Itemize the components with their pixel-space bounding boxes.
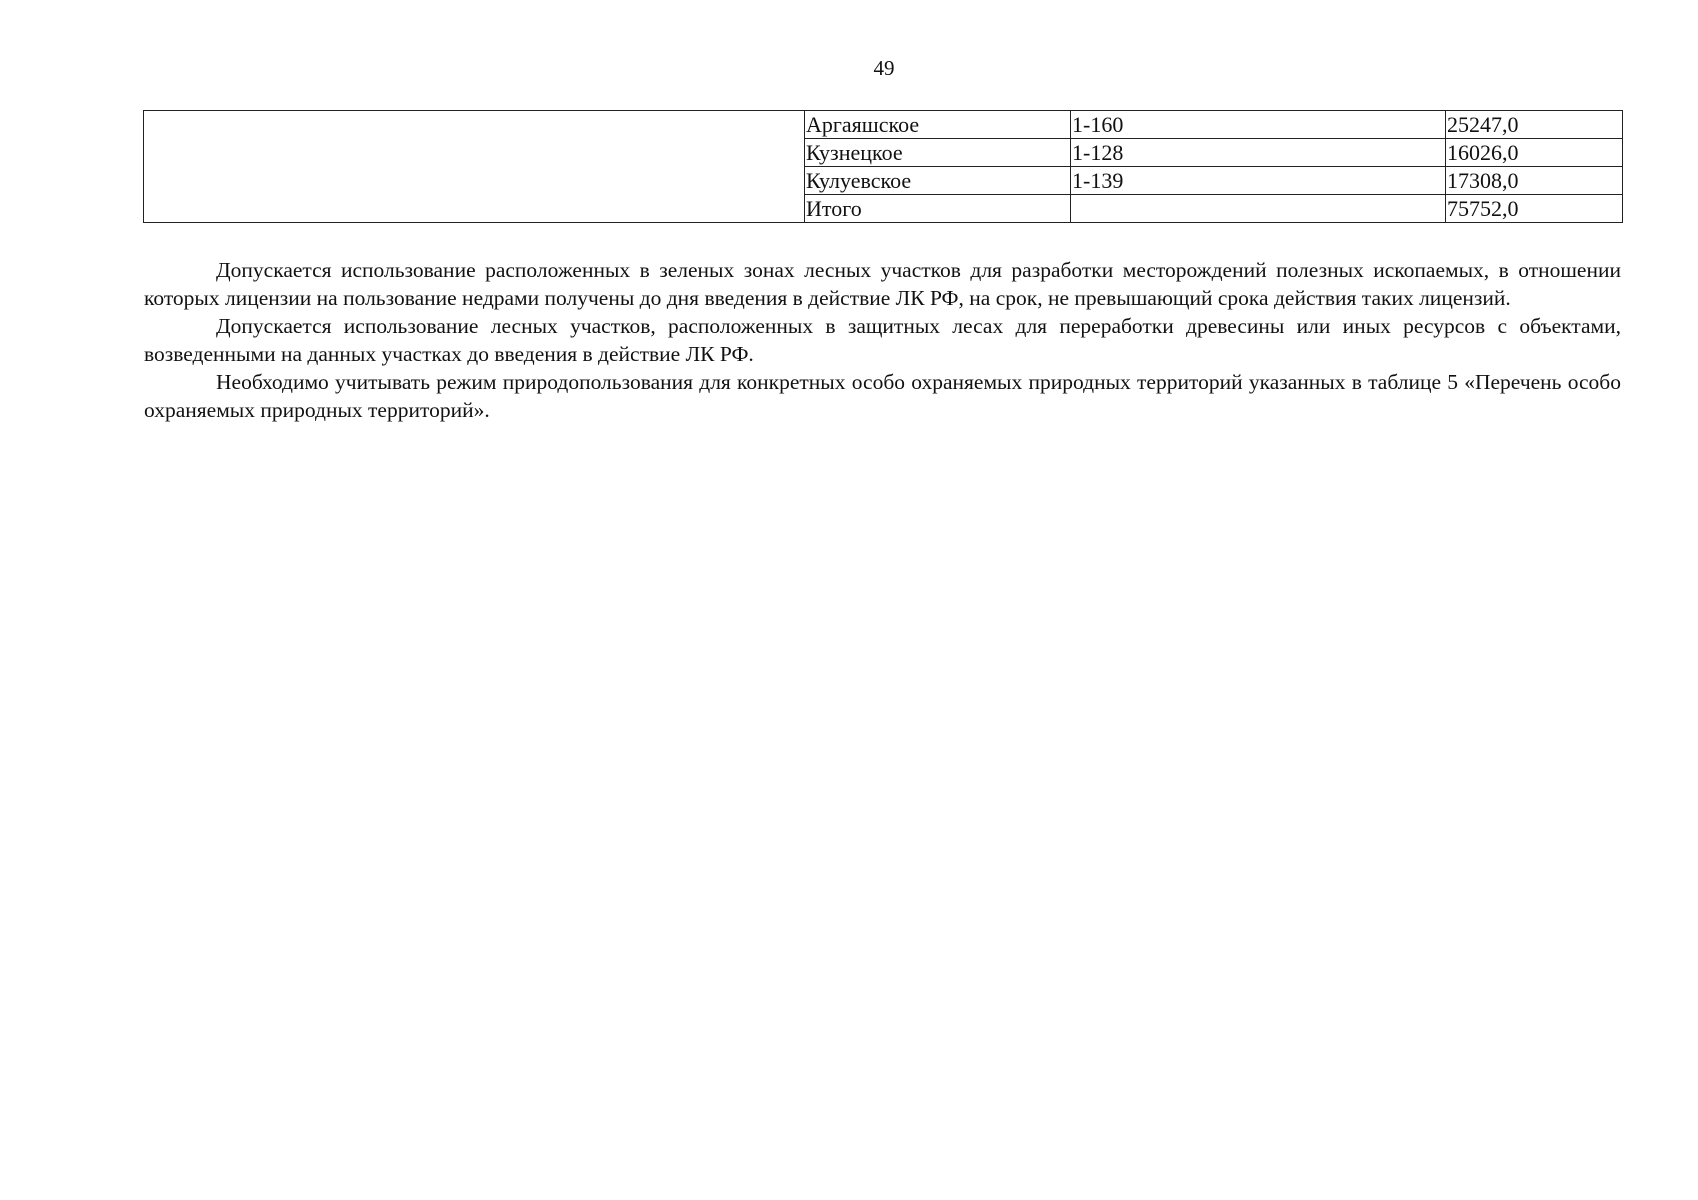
forestry-table xyxy=(143,110,1623,223)
table-cell-name: Кулуевское xyxy=(805,167,1071,195)
table-cell-range: 1-160 xyxy=(1071,111,1446,139)
paragraph: Допускается использование расположенных в зеленых зонах лесных участков для разработки месторождений полезных ископаемых, в отношении которых лицензии на пользование недрами получены до дня введения в действие ЛК РФ, на срок, не превышающий срока действия таких лицензий. xyxy=(144,258,1621,310)
table-cell-area: 16026,0 xyxy=(1446,139,1623,167)
paragraph: Допускается использование лесных участков, расположенных в защитных лесах для переработки древесины или иных ресурсов с объектами, возведенными на данных участках до введения в действие ЛК РФ. xyxy=(144,314,1621,366)
table-cell-area: 25247,0 xyxy=(1446,111,1623,139)
table-empty-cell xyxy=(144,111,805,223)
table-cell-range: 1-128 xyxy=(1071,139,1446,167)
page-number: 49 xyxy=(873,56,895,80)
table-cell-area: 17308,0 xyxy=(1446,167,1623,195)
table-cell-range: 1-139 xyxy=(1071,167,1446,195)
paragraph: Необходимо учитывать режим природопользования для конкретных особо охраняемых природных территорий указанных в таблице 5 «Перечень особо охраняемых природных территорий». xyxy=(144,370,1621,422)
table-cell-total-area: 75752,0 xyxy=(1446,195,1623,223)
table-cell-total-label: Итого xyxy=(805,195,1071,223)
body-text xyxy=(144,256,1621,424)
table-row xyxy=(144,111,1623,139)
table-cell-range xyxy=(1071,195,1446,223)
table-cell-name: Кузнецкое xyxy=(805,139,1071,167)
table-cell-name: Аргаяшское xyxy=(805,111,1071,139)
